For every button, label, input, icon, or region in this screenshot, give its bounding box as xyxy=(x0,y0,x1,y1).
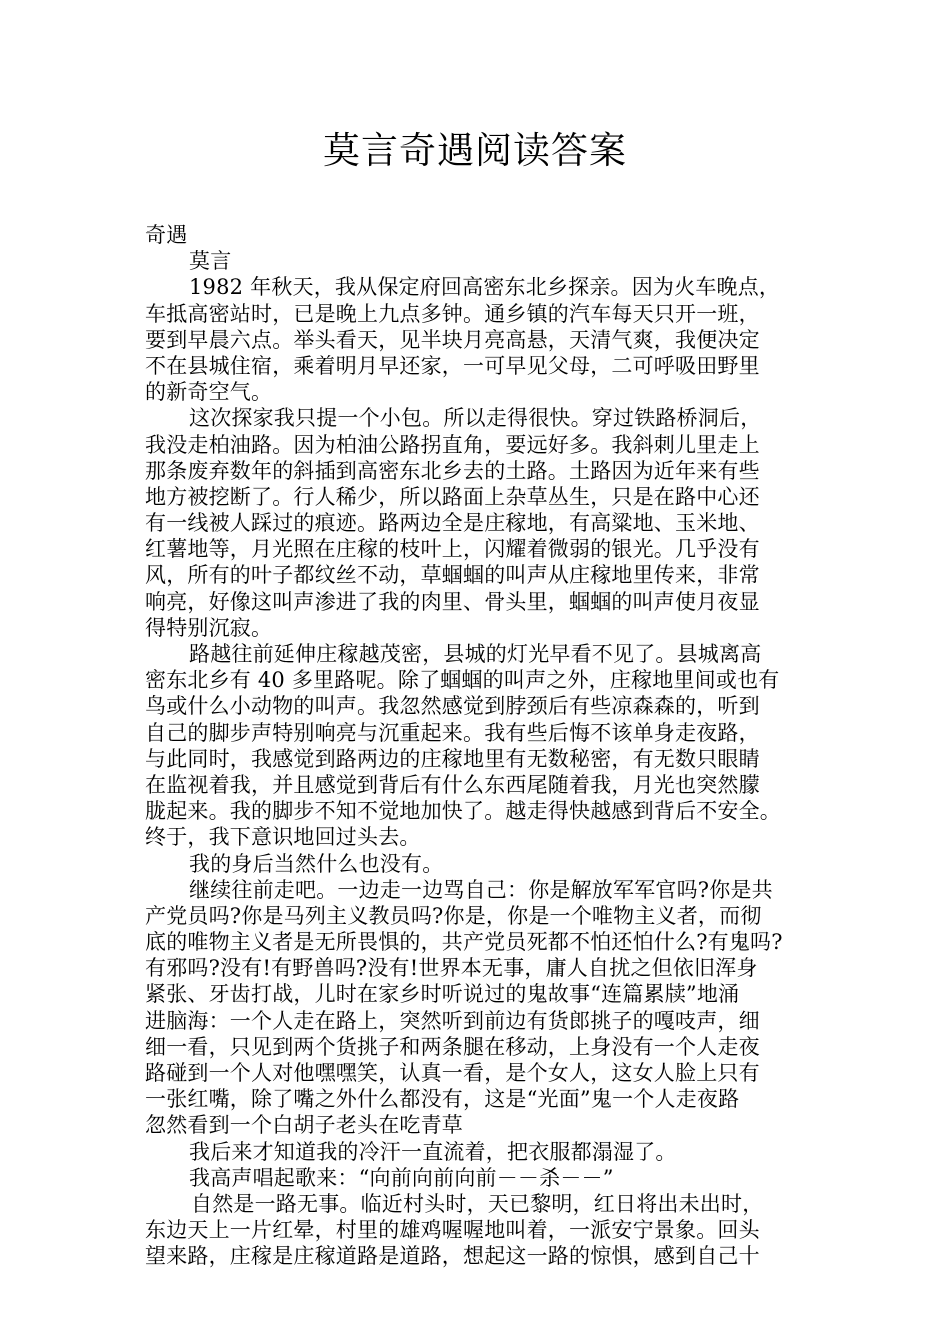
paragraph-line: 有邪吗?没有!有野兽吗?没有!世界本无事，庸人自扰之但依旧浑身 xyxy=(145,956,758,981)
paragraph-line: 细一看，只见到两个货挑子和两条腿在移动，上身没有一个人走夜 xyxy=(145,1034,760,1059)
paragraph-line: 胧起来。我的脚步不知不觉地加快了。越走得快越感到背后不安全。 xyxy=(145,799,781,824)
paragraph-line: 有一线被人踩过的痕迹。路两边全是庄稼地，有高粱地、玉米地、 xyxy=(145,511,760,536)
paragraph-line: 鸟或什么小动物的叫声。我忽然感觉到脖颈后有些凉森森的，听到 xyxy=(145,694,760,719)
paragraph-line: 风，所有的叶子都纹丝不动，草蝈蝈的叫声从庄稼地里传来，非常 xyxy=(145,563,760,588)
paragraph-line: 车抵高密站时，已是晚上九点多钟。通乡镇的汽车每天只开一班， xyxy=(145,301,760,326)
paragraph-line: 一张红嘴，除了嘴之外什么都没有，这是“光面”鬼一个人走夜路 xyxy=(145,1087,740,1112)
paragraph-line: 在监视着我，并且感觉到背后有什么东西尾随着我，月光也突然朦 xyxy=(145,772,760,797)
article-body xyxy=(145,222,817,1270)
author-line: 莫言 xyxy=(189,249,232,274)
paragraph-line: 我的身后当然什么也没有。 xyxy=(189,851,444,876)
paragraph-line: 与此同时，我感觉到路两边的庄稼地里有无数秘密，有无数只眼睛 xyxy=(145,746,760,771)
paragraph-line: 东边天上一片红晕，村里的雄鸡喔喔地叫着，一派安宁景象。回头 xyxy=(145,1218,760,1243)
paragraph-line: 继续往前走吧。一边走一边骂自己：你是解放军军官吗?你是共 xyxy=(189,877,773,902)
paragraph-line: 产党员吗?你是马列主义教员吗?你是，你是一个唯物主义者，而彻 xyxy=(145,903,762,928)
paragraph-line: 自己的脚步声特别响亮与沉重起来。我有些后悔不该单身走夜路， xyxy=(145,720,760,745)
paragraph-line: 忽然看到一个白胡子老头在吃青草 xyxy=(145,1113,463,1138)
paragraph-line: 我后来才知道我的冷汗一直流着，把衣服都溻湿了。 xyxy=(189,1139,677,1164)
paragraph-line: 望来路，庄稼是庄稼道路是道路，想起这一路的惊惧，感到自己十 xyxy=(145,1244,760,1269)
paragraph-line: 自然是一路无事。临近村头时，天已黎明，红日将出未出时， xyxy=(191,1191,764,1216)
paragraph-line: 紧张、牙齿打战，儿时在家乡时听说过的鬼故事“连篇累牍”地涌 xyxy=(145,982,740,1007)
paragraph-line: 的新奇空气。 xyxy=(145,380,273,405)
paragraph-line: 我没走柏油路。因为柏油公路拐直角，要远好多。我斜刺儿里走上 xyxy=(145,432,760,457)
paragraph-line: 那条废弃数年的斜插到高密东北乡去的土路。土路因为近年来有些 xyxy=(145,458,760,483)
document-title: 莫言奇遇阅读答案 xyxy=(323,129,627,172)
paragraph-line: 要到早晨六点。举头看天，见半块月亮高悬，天清气爽，我便决定 xyxy=(145,327,760,352)
paragraph-line: 1982 年秋天，我从保定府回高密东北乡探亲。因为火车晚点， xyxy=(189,275,781,300)
paragraph-line: 终于，我下意识地回过头去。 xyxy=(145,825,421,850)
paragraph-line: 进脑海：一个人走在路上，突然听到前边有货郎挑子的嘎吱声，细 xyxy=(145,1008,760,1033)
paragraph-line: 红薯地等，月光照在庄稼的枝叶上，闪耀着微弱的银光。几乎没有 xyxy=(145,537,760,562)
paragraph-line: 路越往前延伸庄稼越茂密，县城的灯光早看不见了。县城离高 xyxy=(189,642,762,666)
paragraph-line: 密东北乡有 40 多里路呢。除了蝈蝈的叫声之外，庄稼地里间或也有 xyxy=(145,668,780,693)
paragraph-line: 这次探家我只提一个小包。所以走得很快。穿过铁路桥洞后， xyxy=(189,406,762,431)
paragraph-line: 我高声唱起歌来：“向前向前向前－－杀－－” xyxy=(189,1165,614,1190)
paragraph-line: 路碰到一个人对他嘿嘿笑，认真一看，是个女人，这女人脸上只有 xyxy=(145,1061,760,1085)
paragraph-line: 响亮，好像这叫声渗进了我的肉里、骨头里，蝈蝈的叫声使月夜显 xyxy=(145,589,760,614)
work-title: 奇遇 xyxy=(145,223,188,247)
paragraph-line: 底的唯物主义者是无所畏惧的，共产党员死都不怕还怕什么?有鬼吗? xyxy=(145,930,783,955)
paragraph-line: 不在县城住宿，乘着明月早还家，一可早见父母，二可呼吸田野里 xyxy=(145,353,760,378)
paragraph-line: 地方被挖断了。行人稀少，所以路面上杂草丛生，只是在路中心还 xyxy=(145,484,760,509)
paragraph-line: 得特别沉寂。 xyxy=(145,615,273,640)
